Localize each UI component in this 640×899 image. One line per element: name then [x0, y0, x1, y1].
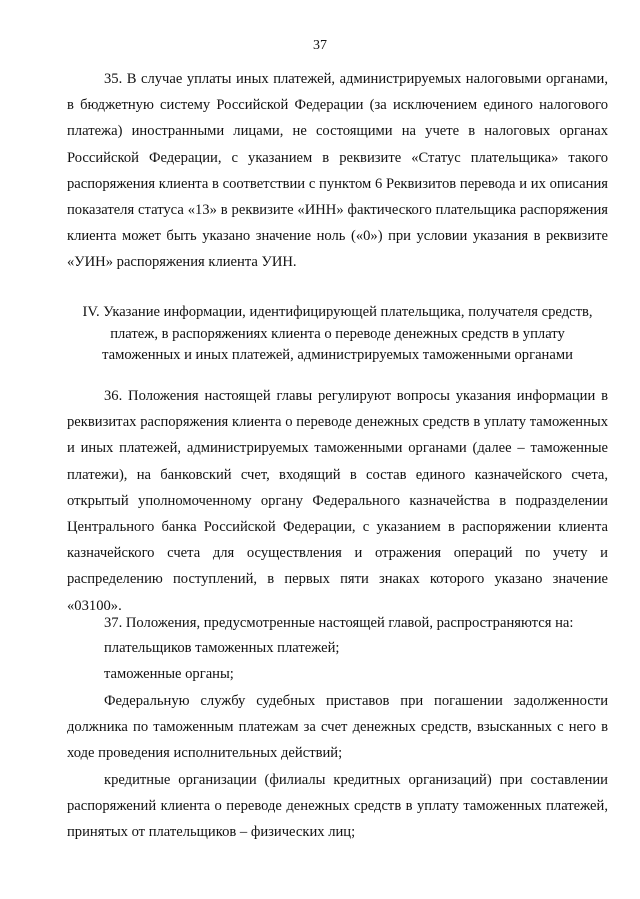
section-heading [67, 302, 608, 367]
section-heading-line-2: платеж, в распоряжениях клиента о переводе денежных средств в уплату [110, 325, 565, 342]
page-number: 37 [313, 38, 327, 53]
list-item-bailiffs: Федеральную службу судебных приставов при погашении задолженности должника по таможенным платежам за счет денежных средств, взысканных с него в ходе проведения исполнительных действий; [67, 693, 608, 762]
section-heading-line-3: таможенных и иных платежей, администрируемых таможенными органами [102, 347, 573, 363]
list-item-customs: таможенные органы; [104, 666, 234, 682]
paragraph-36: 36. Положения настоящей главы регулируют вопросы указания информации в реквизитах распоряжения клиента о переводе денежных средств в уплату таможенных и иных платежей, администрируемых таможенными органами (далее – таможенные платежи), на банковский счет, входящий в состав единого казначейского счета, открытый уполномоченному органу Федерального казначейства в подразделении Центрального банка Российской Федерации, с указанием в распоряжении клиента казначейского счета для осуществления и отражения операций по учету и распределению поступлений, в первых пяти знаках которого указано значение «03100». [67, 388, 608, 614]
list-item-credit-organizations: кредитные организации (филиалы кредитных организаций) при составлении распоряжений клиента о переводе денежных средств в уплату таможенных платежей, принятых от плательщиков – физических лиц; [67, 772, 608, 841]
list-item-payers: плательщиков таможенных платежей; [104, 640, 340, 656]
paragraph-37: 37. Положения, предусмотренные настоящей главой, распространяются на: [104, 615, 574, 631]
paragraph-35: 35. В случае уплаты иных платежей, администрируемых налоговыми органами, в бюджетную систему Российской Федерации (за исключением единого налогового платежа) иностранными лицами, не состоящими на учете в налоговых органах Российской Федерации, с указанием в реквизите «Статус плательщика» такого распоряжения клиента в соответствии с пунктом 6 Реквизитов перевода и их описания показателя статуса «13» в реквизите «ИНН» фактического плательщика распоряжения клиента может быть указано значение ноль («0») при условии указания в реквизите «УИН» распоряжения клиента УИН. [67, 71, 608, 271]
section-heading-line-1: IV. Указание информации, идентифицирующей плательщика, получателя средств, [82, 304, 593, 320]
